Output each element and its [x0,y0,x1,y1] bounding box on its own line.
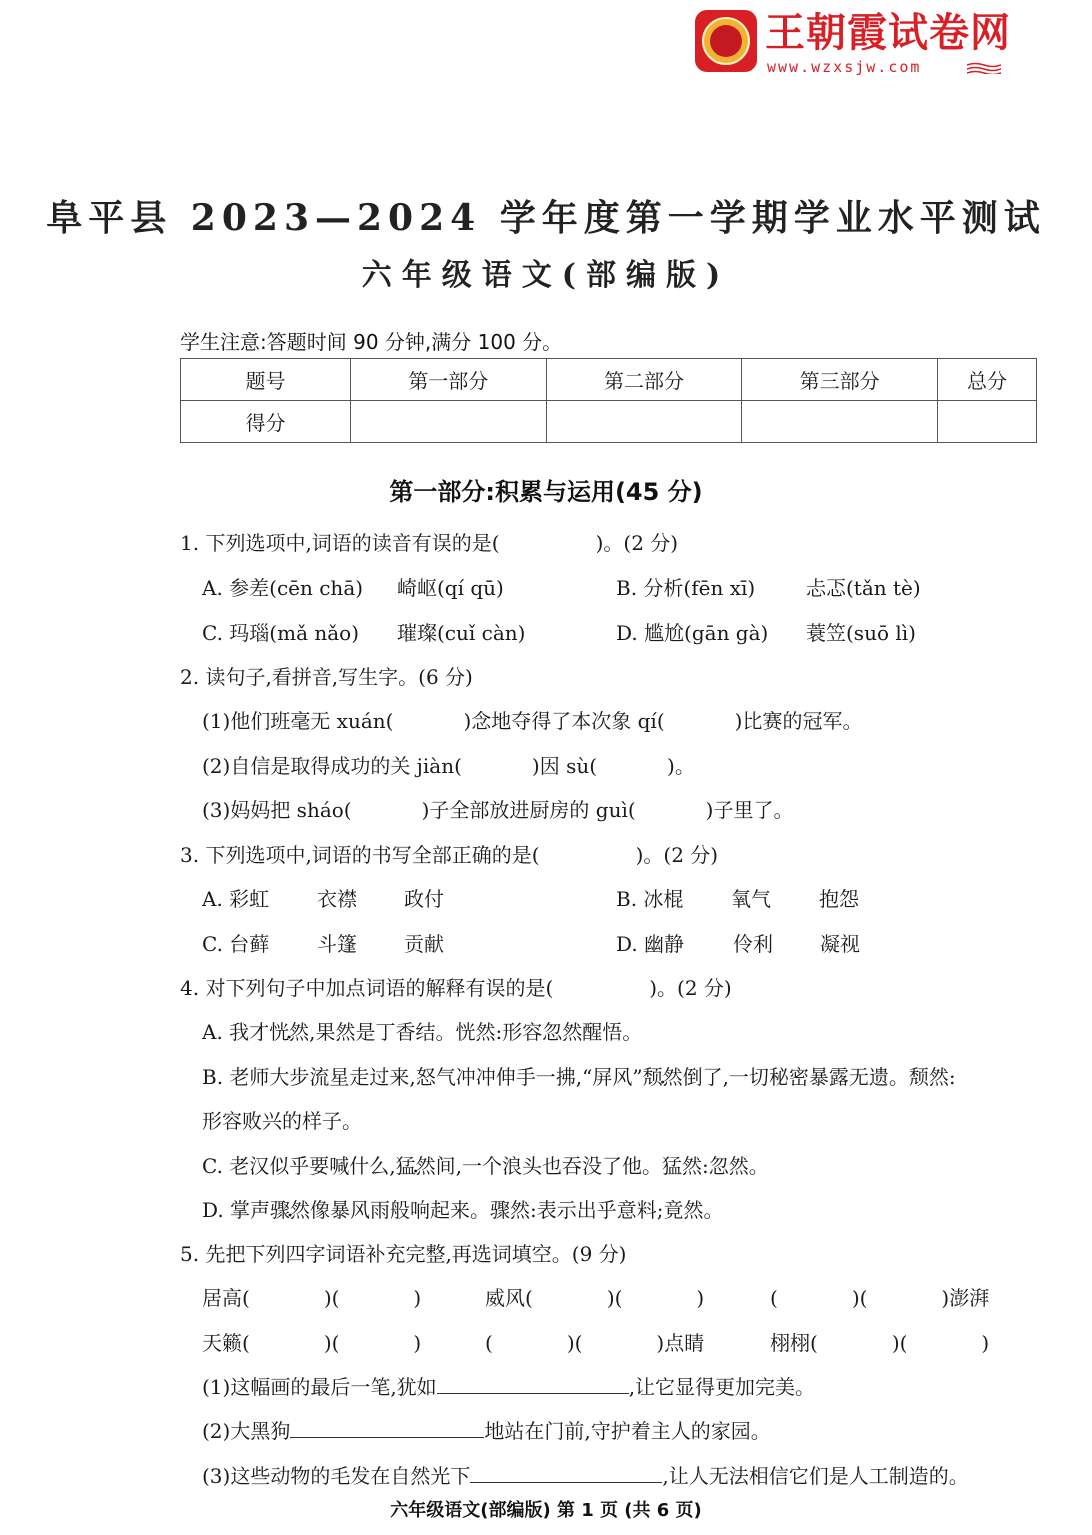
table-header-cell: 第三部分 [742,359,938,401]
question-1: 1. 下列选项中,词语的读音有误的是( )。(2 分) [180,531,679,555]
q1-option-b: B. 分析(fēn xī) [616,576,756,600]
table-header-cell: 第一部分 [351,359,547,401]
q5-word-3: ( )( )澎湃 [770,1286,990,1310]
site-logo [695,10,1015,78]
exam-title: 阜平县 2023—2024 学年度第一学期学业水平测试 [46,197,1046,239]
q5-fill-2: (2)大黑狗 地站在门前,守护着主人的家园。 [202,1419,771,1443]
score-cell[interactable] [351,401,547,443]
table-header-cell: 题号 [181,359,351,401]
page-footer: 六年级语文(部编版) 第 1 页 (共 6 页) [390,1500,702,1521]
fill-line[interactable] [290,1417,484,1438]
q1-option-a-2: 崎岖(qí qū) [397,576,504,600]
q5-fill-3: (3)这些动物的毛发在自然光下 ,让人无法相信它们是人工制造的。 [202,1464,969,1488]
seal-icon [695,10,757,72]
score-cell[interactable] [937,401,1036,443]
waves-icon [967,62,1001,74]
question-3: 3. 下列选项中,词语的书写全部正确的是( )。(2 分) [180,843,719,867]
q1-option-c-2: 璀璨(cuǐ càn) [397,621,526,645]
q5-word-1: 居高( )( ) [202,1286,422,1310]
question-4: 4. 对下列句子中加点词语的解释有误的是( )。(2 分) [180,976,732,1000]
q3-option-a-2: 衣襟 [317,887,357,911]
q5-word-5: ( )( )点睛 [485,1331,705,1355]
question-5: 5. 先把下列四字词语补充完整,再选词填空。(9 分) [180,1242,627,1266]
q3-option-c-1: C. 台藓 [202,932,270,956]
q3-option-c-3: 贡献 [404,932,444,956]
score-cell[interactable] [546,401,742,443]
q3-option-d-3: 凝视 [820,932,860,956]
q4-option-b: B. 老师大步流星走过来,怒气冲冲伸手一拂,“屏风”颓然倒了,一切秘密暴露无遗。颓然: [202,1061,956,1090]
q5-word-4: 天籁( )( ) [202,1331,422,1355]
q4-option-c: C. 老汉似乎要喊什么,猛然间,一个浪头也吞没了他。猛然:忽然。 [202,1150,769,1179]
fill-line[interactable] [437,1373,629,1394]
row-label: 得分 [181,401,351,443]
q3-option-b-3: 抱怨 [819,887,859,911]
score-cell[interactable] [742,401,938,443]
table-header-cell: 总分 [937,359,1036,401]
table-header-row [181,359,1037,401]
q3-option-a-3: 政付 [404,887,444,911]
exam-subtitle: 六年级语文(部编版) [361,258,731,293]
q3-option-d-2: 伶利 [733,932,773,956]
q4-option-a: A. 我才恍然,果然是丁香结。恍然:形容忽然醒悟。 [202,1016,642,1045]
question-2: 2. 读句子,看拼音,写生字。(6 分) [180,665,473,689]
q3-option-b-2: 氧气 [731,887,771,911]
q5-fill-1: (1)这幅画的最后一笔,犹如 ,让它显得更加完美。 [202,1375,816,1399]
q1-option-a: A. 参差(cēn chā) [202,576,364,600]
student-notice: 学生注意:答题时间 90 分钟,满分 100 分。 [180,330,563,354]
q1-option-c: C. 玛瑙(mǎ nǎo) [202,621,360,645]
dotted-word: 颓然 [642,1065,683,1089]
table-header-cell: 第二部分 [546,359,742,401]
q5-word-2: 威风( )( ) [485,1286,705,1310]
q1-option-d-2: 蓑笠(suō lì) [806,621,916,645]
q3-option-a-1: A. 彩虹 [202,887,270,911]
logo-url: www.wzxsjw.com [767,58,922,76]
q3-option-c-2: 斗篷 [317,932,357,956]
q3-option-b-1: B. 冰棍 [616,887,684,911]
q2-sentence-1: (1)他们班毫无 xuán( )念地夺得了本次象 qí( )比赛的冠军。 [202,709,863,733]
fill-line[interactable] [470,1462,662,1483]
q1-option-b-2: 忐忑(tǎn tè) [806,576,921,600]
dotted-word: 猛然 [395,1154,436,1178]
q5-word-6: 栩栩( )( ) [770,1331,990,1355]
q2-sentence-2: (2)自信是取得成功的关 jiàn( )因 sù( )。 [202,754,695,778]
table-row [181,401,1037,443]
score-table [180,358,1037,443]
section-title: 第一部分:积累与运用(45 分) [389,478,703,506]
dotted-word: 骤然 [270,1198,311,1222]
q4-option-d: D. 掌声骤然像暴风雨般响起来。骤然:表示出乎意料;竟然。 [202,1194,724,1223]
q3-option-d-1: D. 幽静 [616,932,685,956]
dotted-word: 恍然 [269,1020,310,1044]
q4-option-b-cont: 形容败兴的样子。 [202,1109,362,1133]
logo-title: 王朝霞试卷网 [765,10,1011,56]
q1-option-d: D. 尴尬(gān gà) [616,621,769,645]
q2-sentence-3: (3)妈妈把 sháo( )子全部放进厨房的 guì( )子里了。 [202,798,794,822]
